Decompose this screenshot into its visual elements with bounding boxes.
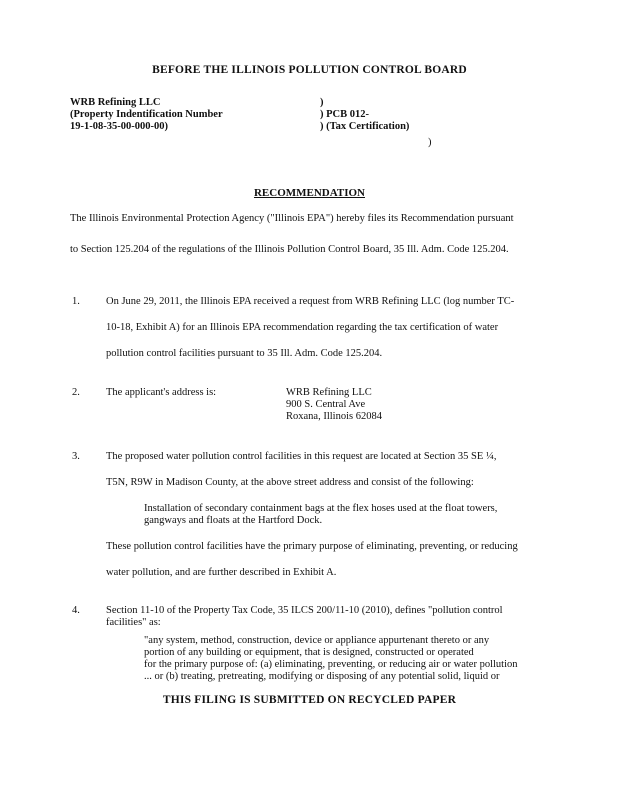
quoted-definition-line: for the primary purpose of: (a) eliminating, preventing, or reducing air or water pollution	[144, 659, 518, 670]
paragraph-text-line: The proposed water pollution control facilities in this request are located at Section 35 SE ¼,	[106, 451, 497, 462]
quoted-definition-line: portion of any building or equipment, that is designed, constructed or operated	[144, 647, 474, 658]
indented-description-line: gangways and floats at the Hartford Dock.	[144, 515, 323, 526]
intro-text-line: to Section 125.204 of the regulations of the Illinois Pollution Control Board, 35 Ill. Adm. Code 125.204.	[70, 244, 509, 255]
paragraph-text-line: Section 11-10 of the Property Tax Code, 35 ILCS 200/11-10 (2010), defines "pollution control	[106, 605, 503, 616]
caption-pin-number: 19-1-08-35-00-000-00)	[70, 121, 168, 132]
recommendation-heading: RECOMMENDATION	[253, 187, 365, 199]
intro-text-line: The Illinois Environmental Protection Agency ("Illinois EPA") hereby files its Recommendation pursuant	[70, 213, 514, 224]
paragraph-text-line: facilities" as:	[106, 617, 161, 628]
caption-case-type: ) (Tax Certification)	[320, 121, 410, 132]
paragraph-number: 2.	[72, 387, 80, 398]
quoted-definition-line: "any system, method, construction, device or appliance appurtenant thereto or any	[144, 635, 490, 646]
paragraph-text-line: T5N, R9W in Madison County, at the above street address and consist of the following:	[106, 477, 474, 488]
paragraph-text-line: On June 29, 2011, the Illinois EPA received a request from WRB Refining LLC (log number TC-	[106, 296, 515, 307]
paragraph-text-line: water pollution, and are further described in Exhibit A.	[106, 567, 337, 578]
caption-bracket-end: )	[428, 137, 432, 148]
caption-bracket: )	[320, 97, 324, 108]
paragraph-text-line: These pollution control facilities have the primary purpose of eliminating, preventing, or reducing	[106, 541, 518, 552]
paragraph-text-line: 10-18, Exhibit A) for an Illinois EPA recommendation regarding the tax certification of water	[106, 322, 499, 333]
paragraph-number: 1.	[72, 296, 80, 307]
recycled-paper-notice: THIS FILING IS SUBMITTED ON RECYCLED PAPER	[162, 694, 457, 706]
paragraph-number: 4.	[72, 605, 80, 616]
address-line: WRB Refining LLC	[286, 387, 372, 398]
applicant-address-label: The applicant's address is:	[106, 387, 217, 398]
caption-pin-label: (Property Indentification Number	[70, 109, 223, 120]
caption-petitioner: WRB Refining LLC	[70, 97, 161, 108]
quoted-definition-line: ... or (b) treating, pretreating, modifying or disposing of any potential solid, liquid or	[144, 671, 500, 682]
caption-case-number: ) PCB 012-	[320, 109, 369, 120]
address-line: Roxana, Illinois 62084	[286, 411, 382, 422]
address-line: 900 S. Central Ave	[286, 399, 366, 410]
document-title: BEFORE THE ILLINOIS POLLUTION CONTROL BOARD	[152, 64, 467, 76]
paragraph-text-line: pollution control facilities pursuant to 35 Ill. Adm. Code 125.204.	[106, 348, 383, 359]
paragraph-number: 3.	[72, 451, 80, 462]
indented-description-line: Installation of secondary containment bags at the flex hoses used at the float towers,	[144, 503, 498, 514]
